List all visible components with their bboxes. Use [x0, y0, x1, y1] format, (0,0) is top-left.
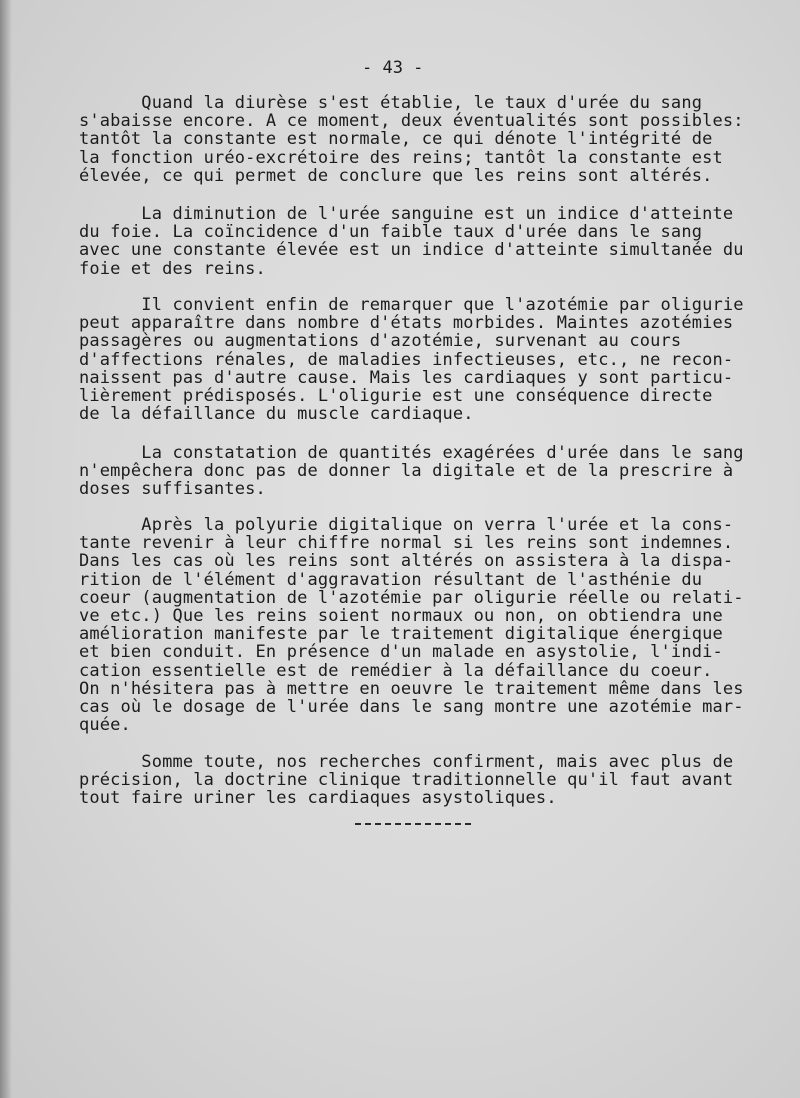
- paragraph-digitale: La constatation de quantités exagérées d'urée dans le sang n'empêchera donc pas de donner la digitale et de la prescrire à doses suffisantes.: [79, 443, 744, 500]
- paragraph-conclusion: Somme toute, nos recherches confirment, mais avec plus de précision, la doctrine clinique traditionnelle qu'il faut avant tout faire uriner les cardiaques asystoliques.: [79, 752, 734, 809]
- paragraph-diurese: Quand la diurèse s'est établie, le taux d'urée du sang s'abaisse encore. A ce moment, deux éventualités sont possibles: tantôt la constante est normale, ce qui dénote l'intégrité de la fonction uréo-excrétoire des reins; tantôt la constante est élevée, ce qui permet de conclure que les reins sont altérés.: [79, 93, 744, 186]
- paragraph-azotemie-oligurie: Il convient enfin de remarquer que l'azotémie par oligurie peut apparaître dans nombre d'états morbides. Maintes azotémies passagères ou augmentations d'azotémie, survenant au cours d'affections rénales, de maladies infectieuses, etc., ne recon- naissent pas d'autre cause. Mais les cardiaques y sont particu- lièrement prédisposés. L'oligurie est une conséquence directe de la défaillance du muscle cardiaque.: [79, 295, 744, 425]
- page-number: - 43 -: [362, 58, 424, 78]
- end-separator: [355, 823, 471, 825]
- paragraph-uree-sanguine: La diminution de l'urée sanguine est un indice d'atteinte du foie. La coïncidence d'un faible taux d'urée dans le sang avec une constante élevée est un indice d'atteinte simultanée du foie et des reins.: [79, 204, 744, 279]
- page-edge-shadow: [0, 0, 12, 1098]
- paragraph-polyurie-digitalique: Après la polyurie digitalique on verra l'urée et la cons- tante revenir à leur chiffre normal si les reins sont indemnes. Dans les cas où les reins sont altérés on assistera à la dispa- rition de l'élément d'aggravation résultant de l'asthénie du coeur (augmentation de l'azotémie par oligurie réelle ou relati- ve etc.) Que les reins soient normaux ou non, on obtiendra une amélioration manifeste par le traitement digitalique énergique et bien conduit. En présence d'un malade en asystolie, l'indi- cation essentielle est de remédier à la défaillance du coeur. On n'hésitera pas à mettre en oeuvre le traitement même dans les cas où le dosage de l'urée dans le sang montre une azotémie mar- quée.: [79, 515, 744, 736]
